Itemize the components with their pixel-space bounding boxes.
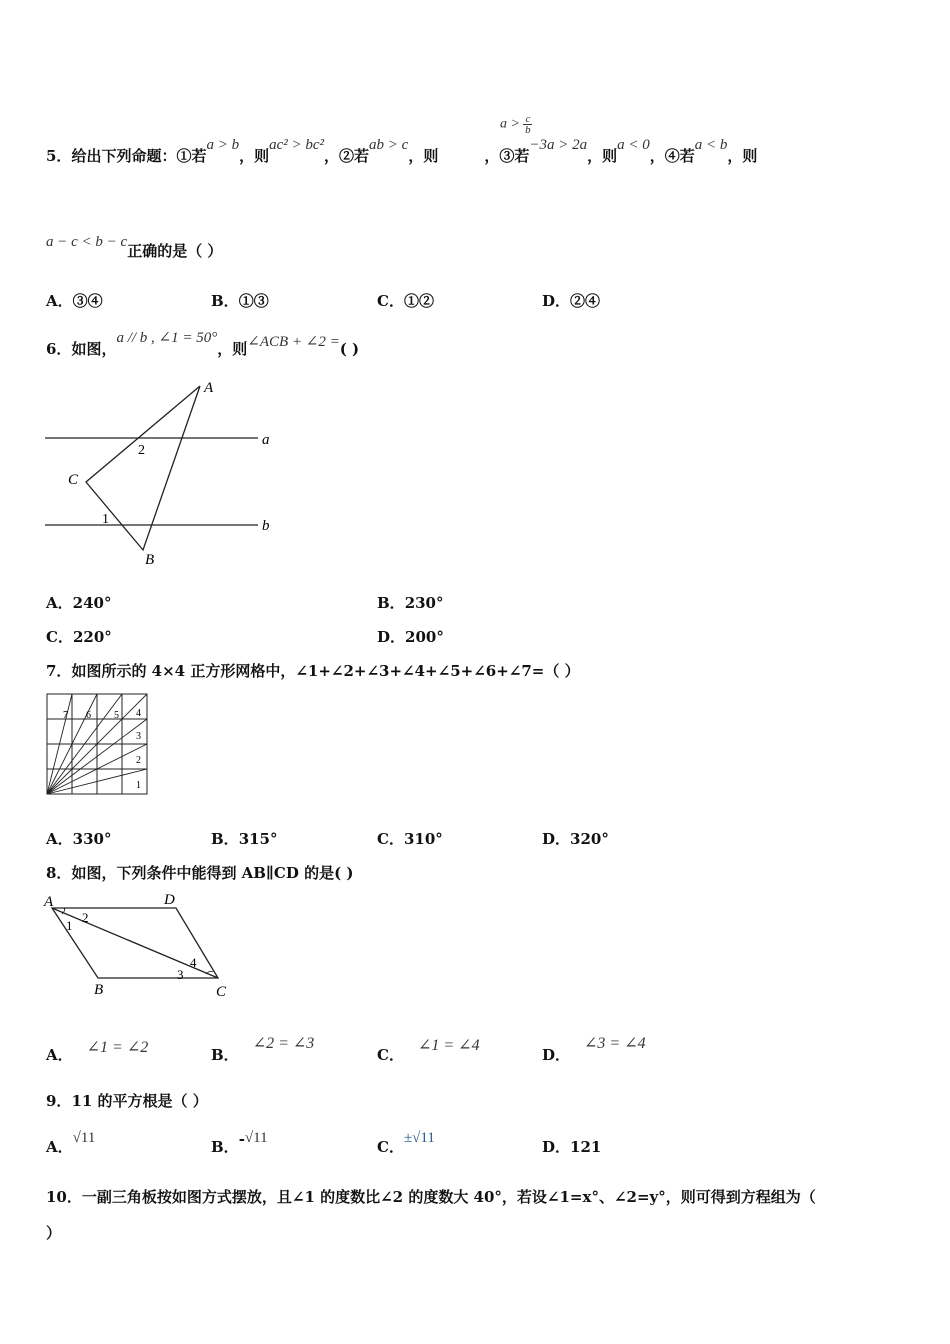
q6-option-b[interactable] <box>377 592 444 613</box>
q6-number: 6． <box>46 340 72 358</box>
label-angle-2: 2 <box>138 443 145 458</box>
label-a: a <box>262 432 270 448</box>
q5-then-2: ，则 <box>408 147 439 165</box>
q5-lead: 给出下列命题：①若 <box>71 147 207 165</box>
q7-stem <box>46 660 580 681</box>
q9-option-a[interactable] <box>46 1126 96 1156</box>
q5-math-ab-gt-c: ab > c <box>369 137 409 153</box>
option-label: D． <box>542 1046 571 1064</box>
q8-figure <box>40 890 240 1002</box>
grid-label-1: 1 <box>136 780 141 791</box>
q5-frac-num: c <box>525 113 531 125</box>
q5-frac-den: b <box>525 124 531 136</box>
option-label: C． <box>377 1046 404 1064</box>
angle-arc-c <box>206 971 213 974</box>
q8-text: 如图，下列条件中能得到 AB∥CD 的是( ) <box>71 864 354 882</box>
q6-figure <box>40 374 280 570</box>
label-angle-3: 3 <box>177 967 184 982</box>
q9-option-d[interactable] <box>542 1136 601 1157</box>
grid-label-3: 3 <box>136 731 141 742</box>
q7-option-d[interactable] <box>542 828 609 849</box>
grid-label-7: 7 <box>63 710 68 721</box>
option-value: 315° <box>238 830 278 848</box>
option-value: ①② <box>403 292 434 310</box>
q8-number: 8． <box>46 864 72 882</box>
q10-stem <box>46 1186 816 1207</box>
q5-math-neg3a: −3a > 2a <box>529 137 588 153</box>
q5-option-a[interactable] <box>46 290 103 311</box>
q6-tail: ( ) <box>339 340 360 358</box>
q5-then-3: ，则 <box>587 147 618 165</box>
q5-option-c[interactable] <box>377 290 434 311</box>
option-value: ∠1 = ∠4 <box>417 1037 480 1054</box>
grid-label-2: 2 <box>136 755 141 766</box>
label-C: C <box>68 472 79 488</box>
option-label: B． <box>211 1138 239 1156</box>
q7-grid-figure <box>45 692 151 796</box>
option-label: C． <box>377 292 404 310</box>
q5-option-d[interactable] <box>542 290 600 311</box>
label-D: D <box>164 892 175 908</box>
q5-prop-4: ，④若 <box>649 147 695 165</box>
q7-option-c[interactable] <box>377 828 443 849</box>
option-value: ∠1 = ∠2 <box>86 1039 149 1056</box>
q9-option-c[interactable] <box>377 1126 435 1156</box>
q5-number: 5． <box>46 147 72 165</box>
option-label: B． <box>211 1046 239 1064</box>
q5-option-b[interactable] <box>211 290 269 311</box>
option-value: ∠3 = ∠4 <box>584 1035 646 1052</box>
q5-stem <box>46 137 758 166</box>
label-A: A <box>204 380 214 396</box>
q5-then-1: ，则 <box>239 147 270 165</box>
q5-math-fraction <box>438 141 484 161</box>
q6-math-expression: ∠ACB + ∠2 = <box>247 334 340 350</box>
q5-line2 <box>46 234 223 261</box>
q5-frac-left: a > <box>500 116 520 132</box>
q5-math-ac2: ac² > bc² <box>269 137 325 153</box>
q8-option-c[interactable] <box>377 1034 480 1064</box>
q6-mid: ，则 <box>217 340 248 358</box>
q5-math-a-lt-0: a < 0 <box>617 137 650 153</box>
option-value: ①③ <box>238 292 269 310</box>
label-B: B <box>94 982 104 998</box>
q5-math-a-c-lt-b-c: a − c < b − c <box>46 234 128 250</box>
option-label: B． <box>211 292 239 310</box>
option-label: A． <box>46 1138 73 1156</box>
option-value: ±√11 <box>403 1130 435 1146</box>
q8-stem <box>46 862 354 883</box>
option-label: A． <box>46 1046 73 1064</box>
option-label: C． <box>46 628 73 646</box>
q9-number: 9． <box>46 1092 72 1110</box>
option-label: C． <box>377 830 404 848</box>
q7-option-b[interactable] <box>211 828 278 849</box>
q5-math-a-gt-b: a > b <box>206 137 240 153</box>
q5-prop-3: ，③若 <box>484 147 530 165</box>
q7-option-a[interactable] <box>46 828 111 849</box>
option-value: 330° <box>72 830 112 848</box>
grid-label-5: 5 <box>114 710 119 721</box>
grid-label-6: 6 <box>86 710 91 721</box>
q6-option-d[interactable] <box>377 626 444 647</box>
option-label: D． <box>542 292 571 310</box>
option-value: ②④ <box>570 292 601 310</box>
option-value: 230° <box>404 594 444 612</box>
q9-option-b[interactable] <box>211 1126 268 1156</box>
option-value: 121 <box>570 1138 602 1156</box>
label-b: b <box>262 518 270 534</box>
option-label: A． <box>46 292 73 310</box>
option-value: 200° <box>405 628 444 646</box>
q10-number: 10． <box>46 1188 82 1206</box>
option-value: 220° <box>72 628 112 646</box>
option-label: D． <box>377 628 406 646</box>
q5-math-a-lt-b: a < b <box>694 137 728 153</box>
option-label: D． <box>542 830 571 848</box>
option-label: B． <box>211 830 239 848</box>
option-label: D． <box>542 1138 571 1156</box>
label-angle-2: 2 <box>82 910 89 925</box>
q5-fraction-expr <box>500 114 532 135</box>
option-value: 240° <box>72 594 112 612</box>
q10-stem-tail <box>46 1222 61 1243</box>
q6-stem <box>46 330 360 359</box>
q8-option-a[interactable] <box>46 1036 149 1064</box>
label-B: B <box>145 552 155 568</box>
q6-option-a[interactable] <box>46 592 111 613</box>
q9-text: 11 的平方根是（ ） <box>71 1092 208 1110</box>
option-value: 320° <box>570 830 609 848</box>
q10-tail: ） <box>46 1224 62 1242</box>
q9-stem <box>46 1090 208 1111</box>
label-angle-1: 1 <box>102 512 109 527</box>
option-value: ∠2 = ∠3 <box>252 1035 315 1052</box>
option-value: √11 <box>244 1130 268 1146</box>
grid-label-4: 4 <box>136 708 141 719</box>
q7-text: 如图所示的 4×4 正方形网格中，∠1+∠2+∠3+∠4+∠5+∠6+∠7=（ ） <box>71 662 580 680</box>
q8-option-d[interactable] <box>542 1032 646 1064</box>
label-angle-4: 4 <box>190 955 197 970</box>
option-label: A． <box>46 830 73 848</box>
option-value: 310° <box>403 830 443 848</box>
label-angle-1: 1 <box>66 918 73 933</box>
q5-then-4: ，则 <box>727 147 758 165</box>
option-value: ③④ <box>72 292 103 310</box>
q5-prop-2: ，②若 <box>324 147 370 165</box>
q8-option-b[interactable] <box>211 1032 315 1064</box>
q5-tail: 正确的是（ ） <box>127 242 223 260</box>
label-C: C <box>216 984 227 1000</box>
q6-option-c[interactable] <box>46 626 112 647</box>
q6-math-condition: a // b , ∠1 = 50° <box>116 330 218 346</box>
option-value: √11 <box>72 1130 96 1146</box>
option-label: C． <box>377 1138 404 1156</box>
option-prefix: - <box>238 1130 245 1148</box>
option-label: A． <box>46 594 73 612</box>
q10-text: 一副三角板按如图方式摆放，且∠1 的度数比∠2 的度数大 40°，若设∠1=x°、∠2=y°，则可得到方程组为（ <box>81 1188 816 1206</box>
option-label: B． <box>377 594 405 612</box>
q6-lead: 如图， <box>71 340 117 358</box>
q7-number: 7． <box>46 662 72 680</box>
label-A: A <box>44 894 54 910</box>
